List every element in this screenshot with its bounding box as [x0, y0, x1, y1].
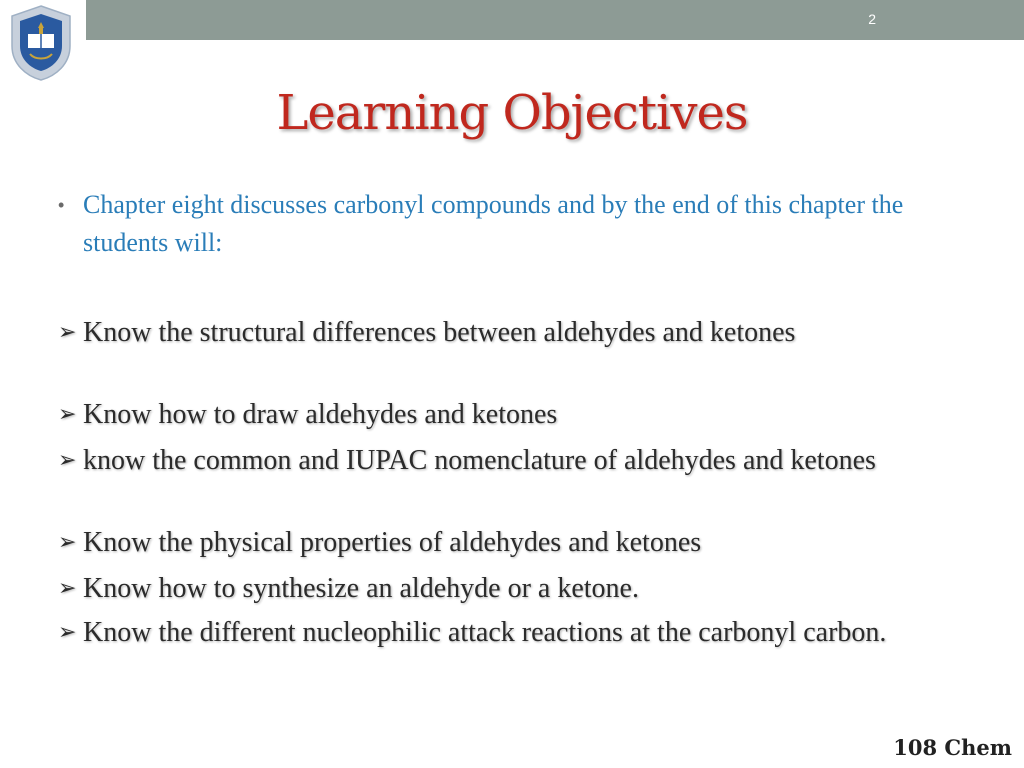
objective-item: [58, 614, 964, 652]
intro-bullet: [58, 186, 958, 262]
objective-item: [58, 524, 964, 562]
header-bar: [86, 0, 1024, 40]
objective-text: know the common and IUPAC nomenclature of aldehydes and ketones: [83, 445, 876, 476]
objective-item: [58, 396, 964, 434]
objective-text: Know the physical properties of aldehydes and ketones: [83, 527, 702, 558]
objective-item: [58, 442, 964, 480]
objective-item: [58, 570, 964, 608]
university-logo-icon: [8, 4, 74, 82]
intro-text: Chapter eight discusses carbonyl compounds and by the end of this chapter the students will:: [83, 190, 904, 257]
arrow-bullet-icon: ➢: [58, 530, 77, 555]
objective-text: Know the structural differences between aldehydes and ketones: [83, 317, 796, 348]
arrow-bullet-icon: ➢: [58, 320, 77, 345]
objective-text: Know the different nucleophilic attack reactions at the carbonyl carbon.: [83, 617, 887, 648]
objective-text: Know how to synthesize an aldehyde or a ketone.: [83, 573, 639, 604]
objective-item: [58, 314, 964, 352]
arrow-bullet-icon: ➢: [58, 402, 77, 427]
course-label: 108 Chem: [893, 735, 1012, 760]
bullet-dot-icon: •: [58, 195, 65, 215]
objective-text: Know how to draw aldehydes and ketones: [83, 399, 558, 430]
slide-number: 2: [868, 11, 876, 27]
arrow-bullet-icon: ➢: [58, 448, 77, 473]
arrow-bullet-icon: ➢: [58, 620, 77, 645]
slide-title: Learning Objectives: [276, 85, 748, 141]
arrow-bullet-icon: ➢: [58, 576, 77, 601]
